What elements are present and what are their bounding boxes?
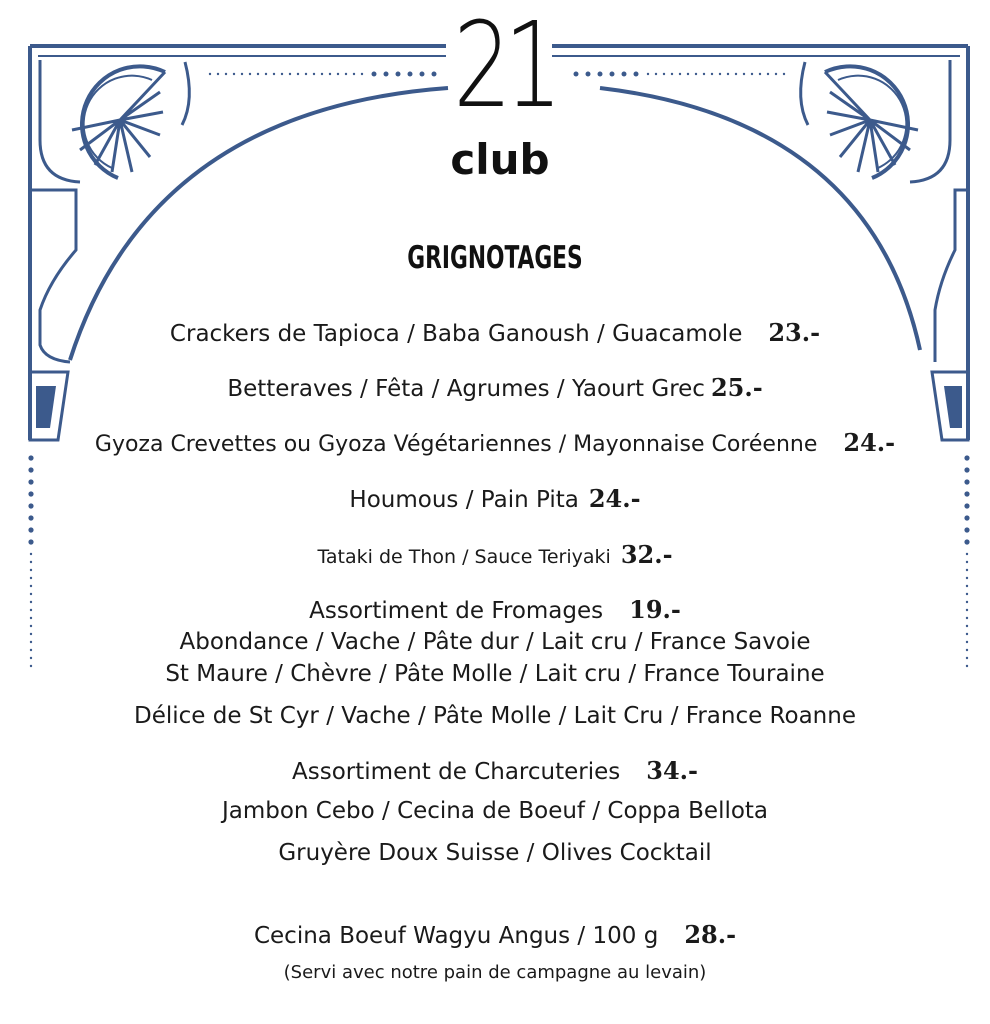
cheese-title: Assortiment de Fromages (309, 598, 604, 624)
cheese-title-row (0, 595, 990, 626)
menu-item-text: Tataki de Thon / Sauce Teriyaki (317, 546, 611, 568)
cheese-line: Abondance / Vache / Pâte dur / Lait cru / France Savoie (179, 629, 811, 655)
menu-item-text: Crackers de Tapioca / Baba Ganoush / Guacamole (169, 321, 743, 347)
charcuterie-price: 34.- (646, 756, 698, 785)
wagyu-note: (Servi avec notre pain de campagne au levain) (283, 962, 707, 983)
logo-number: 21 (453, 0, 555, 134)
menu-item-text: Betteraves / Fêta / Agrumes / Yaourt Grec (227, 376, 705, 402)
charcuterie-line: Jambon Cebo / Cecina de Boeuf / Coppa Bellota (221, 798, 769, 824)
menu-item-text: Gyoza Crevettes ou Gyoza Végétariennes / Mayonnaise Coréenne (94, 432, 818, 457)
menu-item (0, 540, 990, 572)
cheese-price: 19.- (629, 595, 681, 624)
charcuterie-title: Assortiment de Charcuteries (292, 759, 621, 785)
menu-item-price: 23.- (768, 318, 821, 347)
left-fan-ornament (40, 60, 189, 182)
cheese-line: Délice de St Cyr / Vache / Pâte Molle / Lait Cru / France Roanne (134, 703, 856, 729)
charcuterie-title-row (0, 756, 990, 787)
menu-item (0, 373, 990, 404)
cheese-line: St Maure / Chèvre / Pâte Molle / Lait cru / France Touraine (165, 661, 825, 687)
right-fan-ornament (801, 60, 950, 182)
wagyu-text: Cecina Boeuf Wagyu Angus / 100 g (253, 923, 659, 949)
logo-word: club (450, 135, 550, 184)
menu-item-price: 24.- (588, 484, 641, 513)
section-title: GRIGNOTAGES (407, 240, 583, 276)
menu-item (0, 318, 990, 349)
menu-item-price: 32.- (620, 540, 673, 569)
menu-item (0, 484, 990, 515)
charcuterie-line: Gruyère Doux Suisse / Olives Cocktail (278, 840, 712, 866)
wagyu-price: 28.- (684, 920, 737, 949)
menu-item-text: Houmous / Pain Pita (349, 487, 579, 513)
menu-item (0, 428, 990, 460)
menu-item-price: 24.- (843, 428, 896, 457)
menu-item-price: 25.- (710, 373, 763, 402)
wagyu-row (0, 920, 990, 951)
